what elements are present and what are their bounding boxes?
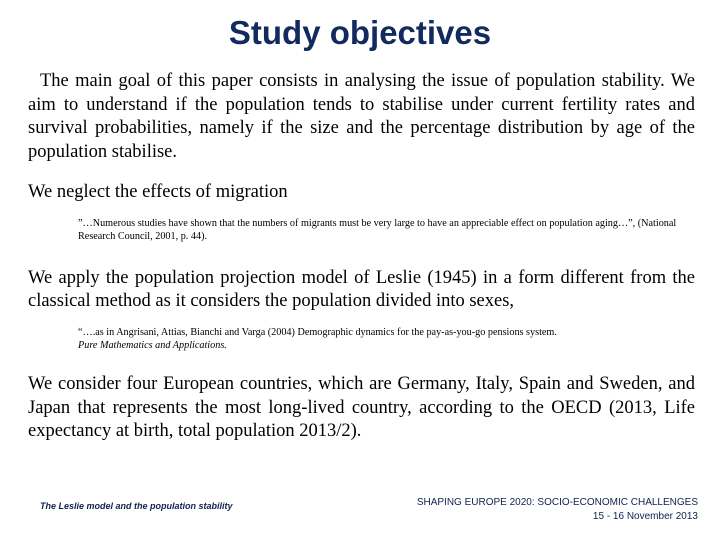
footer-event-date: 15 - 16 November 2013 (592, 511, 698, 522)
spacer (0, 164, 720, 181)
paragraph-study-goal: The main goal of this paper consists in analysing the issue of population stability. We aim to understand if the population tends to stabilise under current fertility rates and survival probabilities, namely if the size and the percentage distribution by age of the population stabilise. (28, 71, 695, 162)
page-title: Study objectives (228, 14, 492, 51)
citation-national-research-council: ”…Numerous studies have shown that the numbers of migrants must be very large to have an appreciable effect on population aging…”, (National Research Council, 2001, p. 44). (78, 217, 677, 242)
citation-angrisani (0, 326, 720, 352)
spacer (0, 243, 720, 267)
footer-presentation-title: The Leslie model and the population stability (40, 501, 233, 511)
paragraph-leslie-model: We apply the population projection model of Leslie (1945) in a form different from the classical method as it considers the population divided into sexes, (28, 267, 695, 312)
citation-angrisani-journal: Pure Mathematics and Applications. (78, 340, 227, 352)
spacer (0, 352, 720, 373)
citation-angrisani-line1: “….as in Angrisani, Attias, Bianchi and Varga (2004) Demographic dynamics for the pay-as-you-go pensions system. (78, 326, 557, 338)
spacer (0, 205, 720, 217)
heading-neglect-migration: We neglect the effects of migration (28, 182, 288, 202)
footer-event-info (417, 496, 698, 524)
spacer (0, 314, 720, 326)
footer-event-name: SHAPING EUROPE 2020: SOCIO-ECONOMIC CHALLENGES (416, 497, 698, 508)
slide-body (0, 70, 720, 444)
paragraph-countries: We consider four European countries, which are Germany, Italy, Spain and Sweden, and Japan that represents the most long-lived country, according to the OECD (2013, Life expectancy at birth, total population 2013/2). (28, 374, 695, 442)
